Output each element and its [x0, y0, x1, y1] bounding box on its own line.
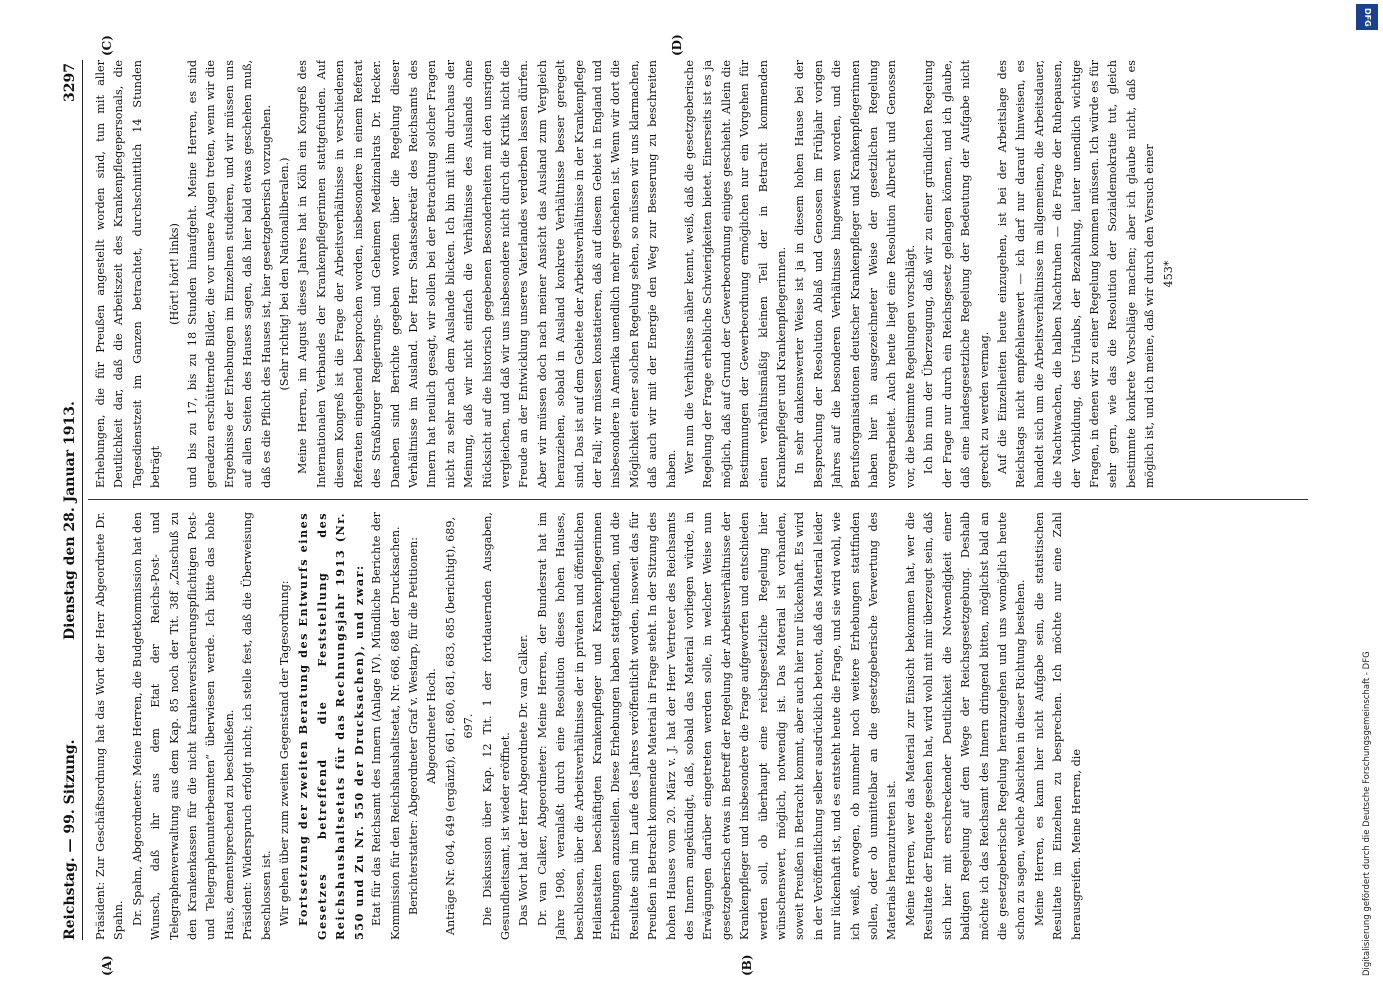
- header-left: Reichstag. — 99. Sitzung.: [62, 739, 78, 940]
- paragraph: Anträge Nr. 604, 649 (ergänzt), 661, 680, 681, 683, 685 (berichtigt), 689, 697.: [443, 516, 476, 936]
- column-divider: [88, 499, 1308, 500]
- paragraph: Meine Herren, im August dieses Jahres hat in Köln ein Kongreß des Internationalen Verbandes der Krankenpflegerinnen stattgefunden. Auf diesem Kongreß ist die Frage der Arbeitsverhältnisse in verschiedenen Referaten eingehend besprochen worden, insbesondere in einem Referat des Straßburger Regierungs- und Geheimen Medizinalrats Dr. Hecker. Daneben sind Berichte gegeben worden über die Regelung dieser Verhältnisse im Ausland. Der Herr Staatssekretär des Reichsamts des Innern hat neulich gesagt, wir sollen bei der Betrachtung solcher Fragen nicht zu sehr nach dem Auslande blicken. Ich bin mit ihm durchaus der Meinung, daß wir nicht einfach die Verhältnisse des Auslands ohne Rücksicht auf die historisch gegebenen Besonderheiten mit den unsrigen vergleichen, und daß wir uns insbesondere nicht durch die Kritik nicht die Freude an der Entwicklung unseres Vaterlandes verderben lassen dürfen. Aber wir müssen doch nach meiner Ansicht das Ausland zum Vergleich heranziehen, sobald in Ausland konkrete Verhältnisse besser geregelt sind. Das ist auf dem Gebiete der Arbeitsverhältnisse in der Krankenpflege der Fall; wir müssen konstatieren, daß auf diesem Gebiet in England und insbesondere in Amerika unendlich mehr geschehen ist. Wenn wir dort die Möglichkeit einer solchen Regelung sehen, so müssen wir uns klarmachen, daß auch wir mit der Energie den Weg zur Besserung zu beschreiten haben.: [296, 60, 678, 488]
- paragraph: Wir gehen über zum zweiten Gegenstand der Tagesordnung:: [278, 580, 292, 926]
- margin-marker-b: (B): [740, 954, 754, 976]
- paragraph: Ich bin nun der Überzeugung, daß wir zu einer gründlichen Regelung der Frage nur durch ein Reichsgesetz gelangen können, und ich glaube, daß eine landesgesetzliche Regelung der Bedeutung der Aufgabe nicht gerecht zu werden vermag.: [922, 60, 991, 488]
- paragraph: Berichterstatter: Abgeordneter Graf v. Westarp, für die Petitionen: Abgeordneter Hoch.: [406, 537, 439, 915]
- page-header: [60, 60, 83, 940]
- interjection: (Hört! hört! links): [167, 223, 181, 325]
- paragraph: und bis zu 17, bis zu 18 Stunden hinaufgeht. Meine Herren, es sind geradezu erschütternde Bilder, die vor unsere Augen treten, wenn wir die Ergebnisse der Erhebungen im Einzelnen studieren, und wir müssen uns auf allen Seiten des Hauses sagen, daß hier bald etwas geschehen muß, daß es die Pflicht des Hauses ist, hier gesetzgeberisch vorzugehen.: [186, 60, 273, 488]
- paragraph: In sehr dankenswerter Weise ist ja in diesem hohen Hause bei der Besprechung der Resolution Ablaß und Genossen im Frühjahr vorigen Jahres auf die besonderen Verhältnisse hingewiesen worden, und die Berufsorganisationen deutscher Krankenpfleger und Krankenpflegerinnen haben hier in ausgezeichneter Weise der gesetzlichen Regelung vorgearbeitet. Auch heute liegt eine Resolution Albrecht und Genossen vor, die bestimmte Regelungen vorschlägt.: [793, 60, 917, 488]
- right-column: [92, 60, 1312, 488]
- page-number: 3297: [62, 63, 78, 102]
- digitization-sidebar: [1356, 4, 1380, 996]
- paragraph: Fortsetzung der zweiten Beratung des Entwurfs eines Gesetzes betreffend die Feststellung des Reichshaushaltsetats für das Rechnungsjahr 1913 (Nr. 550 und Zu Nr. 550 der Drucksachen), und zwar:: [296, 512, 366, 940]
- paragraph: Meine Herren, es kann hier nicht Aufgabe sein, die statistischen Resultate im Einzelnen zu besprechen. Ich möchte nur eine Zahl herausgreifen. Meine Herren, die: [1032, 512, 1083, 940]
- signature-mark: 453*: [1161, 260, 1175, 288]
- left-column: [92, 512, 1312, 940]
- margin-marker-d: (D): [670, 34, 684, 56]
- paragraph: Die Diskussion über Kap. 12 Tit. 1 der fortdauernden Ausgaben, Gesundheitsamt, ist wieder eröffnet.: [480, 512, 512, 940]
- dfg-logo: DFG: [1356, 4, 1378, 30]
- paragraph: Das Wort hat der Herr Abgeordnete Dr. van Calker.: [517, 634, 531, 926]
- paragraph: Dr. Spahn, Abgeordneter: Meine Herren, die Budgetkommission hat den Wunsch, daß ihr aus dem Etat der Reichs-Post- und Telegraphenverwaltung aus dem Kap. 85 noch der Tit. 38f „Zuschuß zu den Krankenkassen für die nicht krankenversicherungspflichtigen Post- und Telegraphenunterbeamten“ überwiesen werde. Ich bitte das hohe Haus, dementsprechend zu beschließen.: [130, 512, 236, 940]
- paragraph: Präsident: Zur Geschäftsordnung hat das Wort der Herr Abgeordnete Dr. Spahn.: [94, 512, 126, 940]
- paragraph: Wer nun die Verhältnisse näher kennt, weiß, daß die gesetzgeberische Regelung der Frage erhebliche Schwierigkeiten bietet. Einerseits ist es ja möglich, daß auf Grund der Gewerbeordnung einiges geschieht. Allein die Bestimmungen der Gewerbeordnung ermöglichen nur ein Vorgehen für einen verhältnismäßig kleinen Teil der in Betracht kommenden Krankenpfleger und Krankenpflegerinnen.: [683, 60, 789, 488]
- margin-marker-c: (C): [100, 35, 114, 56]
- paragraph: Dr. van Calker, Abgeordneter: Meine Herren, der Bundesrat hat im Jahre 1908, veranlaßt durch eine Resolution dieses hohen Hauses, beschlossen, über die Arbeitsverhältnisse der in privaten und öffentlichen Heilanstalten beschäftigten Krankenpfleger und Krankenpflegerinnen Erhebungen anzustellen. Diese Erhebungen haben stattgefunden, und die Resultate sind im Laufe des Jahres veröffentlicht worden, insoweit das für Preußen in Betracht kommende Material in Frage steht. In der Sitzung des hohen Hauses vom 20. März v. J. hat der Herr Vertreter des Reichsamts des Innern angekündigt, daß, sobald das Material vorliegen würde, in Erwägungen darüber eingetreten werden solle, in welcher Weise nun gesetzgeberisch etwas in Betreff der Regelung der Arbeitsverhältnisse der Krankenpfleger und insbesondere die Frage aufgeworfen und entschieden werden soll, ob überhaupt eine reichsgesetzliche Regelung hier wünschenswert, möglich, notwendig ist. Das Material ist vorhanden, soweit Preußen in Betracht kommt, aber auch hier nur lückenhaft. Es wird in der Veröffentlichung selber ausdrücklich betont, daß das Material leider nur lückenhaft ist, und es entsteht heute die Frage, und sie wird wohl, wie ich weiß, erwogen, ob nunmehr noch weitere Erhebungen stattfinden sollen, oder ob unmittelbar an die gesetzgeberische Verwertung des Materials heranzutreten ist.: [535, 512, 899, 940]
- margin-marker-a: (A): [100, 955, 114, 976]
- paragraph: Meine Herren, wer das Material zur Einsicht bekommen hat, wer die Resultate der Enquete gesehen hat, wird wohl mit mir überzeugt sein, daß sich hier mit erschreckender Deutlichkeit die Notwendigkeit einer baldigen Regelung auf dem Wege der Reichsgesetzgebung. Deshalb möchte ich das Reichsamt des Innern dringend bitten, möglichst bald an die gesetzgeberische Regelung heranzugehen und uns womöglich heute schon zu sagen, welche Absichten in dieser Richtung bestehen.: [903, 512, 1028, 940]
- paragraph: Präsident: Widerspruch erfolgt nicht; ich stelle fest, daß die Überweisung beschlossen ist.: [241, 512, 273, 940]
- paragraph: Erhebungen, die für Preußen angestellt worden sind, tun mit aller Deutlichkeit dar, daß die Arbeitszeit des Krankenpflegepersonals, die Tagesdienstzeit im Ganzen betrachtet, durchschnittlich 14 Stunden beträgt: [94, 60, 163, 488]
- interjection: (Sehr richtig! bei den Nationalliberalen.): [278, 157, 292, 391]
- paragraph: Auf die Einzelheiten heute einzugehen, ist bei der Arbeitslage des Reichstags nicht empfehlenswert — ich darf nur darauf hinweisen, es handelt sich um die Arbeitsverhältnisse im allgemeinen, die Arbeitsdauer, die Nachtwachen, die halben Nachtruhen — die Frage der Ruhepausen, der Vorbildung, des Urlaubs, der Bezahlung, lauter unendlich wichtige Fragen, in denen wir zu einer Regelung kommen müssen. Ich würde es für sehr gern, wie das die Resolution der Sozialdemokratie tut, gleich bestimmte konkrete Vorschläge machen; aber ich glaube nicht, daß es möglich ist, und ich meine, daß wir durch den Versuch einer: [995, 60, 1157, 488]
- digitization-credit: Digitalisierung gefördert durch die Deutsche Forschungsgemeinschaft - DFG: [1362, 651, 1372, 976]
- header-date: Dienstag den 28. Januar 1913.: [62, 401, 78, 640]
- paragraph: Etat für das Reichsamt des Innern (Anlage IV). Mündliche Berichte der Kommission für den Reichshaushaltsetat, Nr. 668, 688 der Drucksachen.: [370, 512, 402, 940]
- rotated-page-content: [60, 34, 1320, 976]
